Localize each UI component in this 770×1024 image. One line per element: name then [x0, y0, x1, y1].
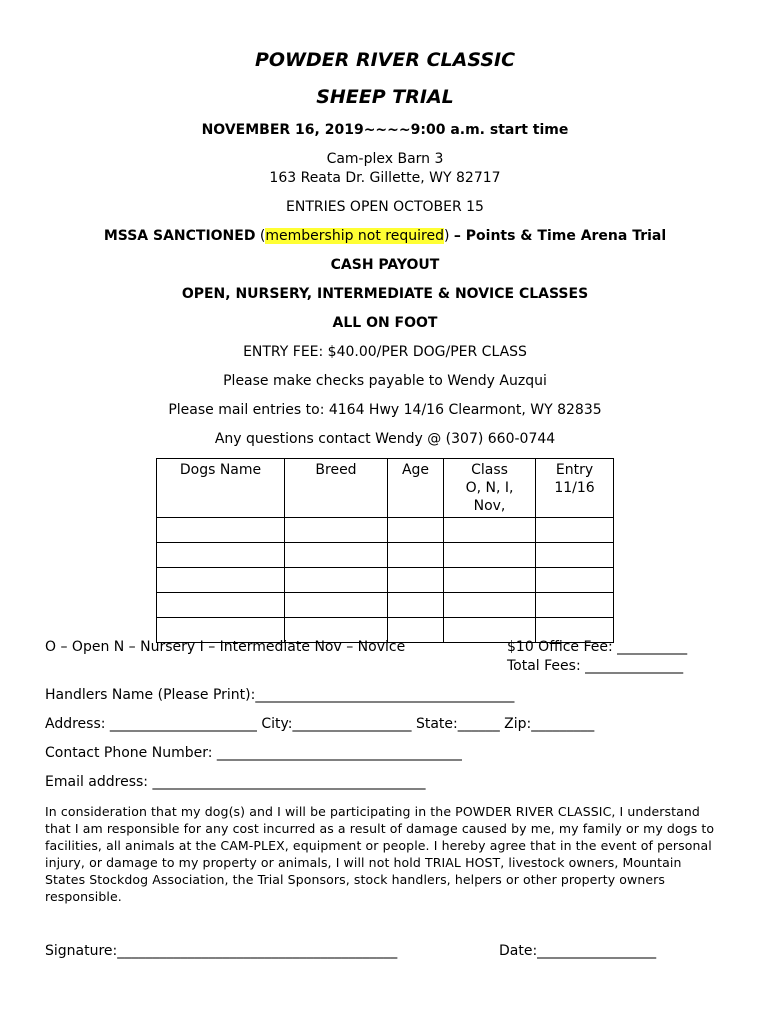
table-row — [157, 593, 614, 618]
col-class-line-3: Nov, — [473, 498, 506, 514]
table-row — [157, 518, 614, 543]
title-line-2: SHEEP TRIAL — [316, 86, 454, 108]
trial-type: – Points & Time Arena Trial — [453, 228, 667, 244]
cell-age[interactable] — [388, 593, 444, 618]
col-class-line-2: O, N, I, — [465, 480, 514, 496]
col-entry — [536, 459, 614, 518]
title-line-1: POWDER RIVER CLASSIC — [254, 49, 516, 71]
entries-table — [156, 458, 614, 643]
cell-entry[interactable] — [536, 593, 614, 618]
signature-field[interactable]: Signature:________________________________________ — [45, 943, 398, 959]
checks-payable-line: Please make checks payable to Wendy Auzqui — [223, 373, 547, 389]
sanction-label: MSSA SANCTIONED — [103, 228, 256, 244]
cell-class[interactable] — [444, 518, 536, 543]
membership-highlight: membership not required — [265, 228, 444, 244]
cell-entry[interactable] — [536, 543, 614, 568]
office-fee-field[interactable]: $10 Office Fee: __________ — [507, 639, 688, 655]
phone-field[interactable]: Contact Phone Number: ___________________________________ — [45, 745, 462, 761]
entries-open-line: ENTRIES OPEN OCTOBER 15 — [286, 199, 484, 215]
col-class-line-1: Class — [471, 462, 508, 478]
cell-age[interactable] — [388, 518, 444, 543]
date-field[interactable]: Date:_________________ — [499, 943, 657, 959]
questions-line: Any questions contact Wendy @ (307) 660-0744 — [214, 431, 556, 447]
cell-dogs-name[interactable] — [157, 543, 285, 568]
cash-payout-line: CASH PAYOUT — [330, 257, 440, 273]
cell-dogs-name[interactable] — [157, 518, 285, 543]
class-legend: O – Open N – Nursery I – Intermediate Nov – Novice — [45, 639, 406, 655]
paren-close: ) — [443, 228, 454, 244]
table-header-row — [157, 459, 614, 518]
col-class — [444, 459, 536, 518]
classes-line: OPEN, NURSERY, INTERMEDIATE & NOVICE CLASSES — [181, 286, 589, 302]
col-entry-line-2: 11/16 — [554, 480, 595, 496]
cell-age[interactable] — [388, 568, 444, 593]
cell-entry[interactable] — [536, 568, 614, 593]
entry-fee-line: ENTRY FEE: $40.00/PER DOG/PER CLASS — [243, 344, 527, 360]
col-breed: Breed — [285, 459, 388, 518]
email-field[interactable]: Email address: _______________________________________ — [45, 774, 426, 790]
table-row — [157, 568, 614, 593]
cell-breed[interactable] — [285, 518, 388, 543]
cell-dogs-name[interactable] — [157, 593, 285, 618]
cell-age[interactable] — [388, 543, 444, 568]
mail-entries-line: Please mail entries to: 4164 Hwy 14/16 Clearmont, WY 82835 — [168, 402, 602, 418]
paren-open: ( — [255, 228, 266, 244]
cell-class[interactable] — [444, 568, 536, 593]
col-age: Age — [388, 459, 444, 518]
venue-line-2: 163 Reata Dr. Gillette, WY 82717 — [269, 170, 501, 186]
waiver-paragraph: In consideration that my dog(s) and I will be participating in the POWDER RIVER CLASSIC, I understand that I am responsible for any cost incurred as a result of damage caused by me, my family or my dogs to facilities, all animals at the CAM-PLEX, equipment or people. I hereby agree that in the event of personal injury, or damage to my property or animals, I will not hold TRIAL HOST, livestock owners, Mountain States Stockdog Association, the Trial Sponsors, stock handlers, helpers or other property owners responsible. — [45, 804, 715, 904]
cell-class[interactable] — [444, 593, 536, 618]
cell-breed[interactable] — [285, 543, 388, 568]
venue-line-1: Cam-plex Barn 3 — [326, 151, 444, 167]
address-field[interactable]: Address: _____________________ City:_________________ State:______ Zip:_________ — [45, 716, 595, 732]
cell-dogs-name[interactable] — [157, 568, 285, 593]
cell-class[interactable] — [444, 543, 536, 568]
col-dogs-name: Dogs Name — [157, 459, 285, 518]
cell-breed[interactable] — [285, 593, 388, 618]
date-line: NOVEMBER 16, 2019~~~~9:00 a.m. start time — [201, 122, 569, 138]
sanction-line — [0, 228, 770, 244]
table-row — [157, 543, 614, 568]
cell-entry[interactable] — [536, 518, 614, 543]
on-foot-line: ALL ON FOOT — [332, 315, 438, 331]
total-fees-field[interactable]: Total Fees: ______________ — [507, 658, 684, 674]
handler-name-field[interactable]: Handlers Name (Please Print):_____________________________________ — [45, 687, 515, 703]
col-entry-line-1: Entry — [555, 462, 594, 478]
cell-breed[interactable] — [285, 568, 388, 593]
